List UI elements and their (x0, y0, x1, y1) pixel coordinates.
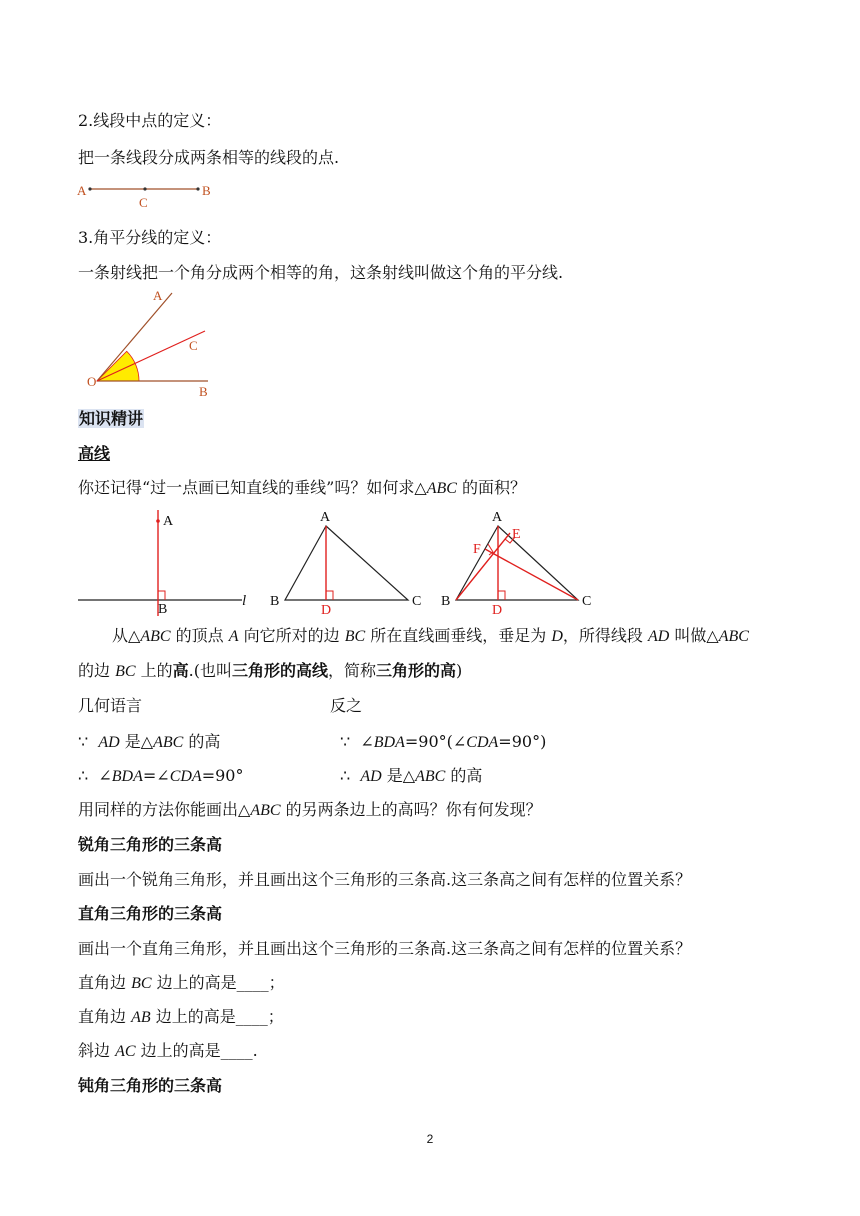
var-ad: AD (647, 628, 670, 645)
text: =90° (201, 766, 244, 785)
angle-bisector-figure (80, 284, 230, 402)
knowledge-badge-text: 知识精讲 (79, 409, 144, 428)
var-abc: ABC (140, 628, 171, 645)
point-a (156, 519, 160, 523)
question-end: 的面积？ (456, 478, 526, 497)
because-symbol: ∵ (340, 732, 351, 751)
var-bc: BC (131, 975, 152, 992)
bisector-definition: 一条射线把一个角分成两个相等的角，这条射线叫做这个角的平分线. (78, 263, 564, 282)
var-d: D (551, 628, 563, 645)
label-a: A (153, 288, 163, 303)
text: 边上的高是____； (151, 973, 285, 992)
text: ，简称 (328, 661, 377, 680)
label-l: l (242, 593, 247, 609)
obtuse-heading: 钝角三角形的三条高 (78, 1076, 223, 1095)
var-ad: AD (360, 768, 382, 785)
var-cda: CDA (169, 768, 202, 785)
triangle-altitude-figure (266, 504, 438, 620)
question-text: 你还记得“过一点画已知直线的垂线”吗？如何求 (78, 478, 415, 497)
topic-heading (78, 443, 110, 465)
converse-conclusion (340, 765, 482, 788)
text: 用同样的方法你能画出△ (78, 800, 251, 819)
right-angle-mark (158, 591, 165, 600)
text: .(也叫 (188, 661, 232, 680)
text: 是△ (119, 732, 154, 751)
text: 向它所对的边 (238, 626, 345, 645)
text: ) (456, 661, 463, 680)
text: ，所得线段 (562, 626, 648, 645)
label-o: O (87, 374, 97, 389)
topic-heading-text: 高线 (78, 444, 111, 463)
text: 的边 (78, 661, 116, 680)
therefore-symbol: ∴ (340, 766, 351, 785)
altitude-be (456, 533, 510, 600)
var-abc: ABC (153, 734, 184, 751)
text: 边上的高是____. (135, 1041, 258, 1060)
right-question-3 (78, 1040, 258, 1063)
bold-term: 三角形的高 (376, 661, 457, 680)
text: 的另两条边上的高吗？你有何发现？ (280, 800, 542, 819)
label-c: C (139, 195, 148, 210)
question-line (78, 477, 526, 500)
label-a: A (492, 510, 503, 525)
geometry-language-row-1 (78, 731, 547, 754)
text: =∠ (142, 766, 170, 785)
text: 是△ (381, 766, 416, 785)
definition-line-2 (78, 660, 462, 683)
label-b: B (199, 384, 208, 399)
var-ac: AC (115, 1043, 136, 1060)
var-ad: AD (98, 734, 120, 751)
var-ab: AB (131, 1009, 151, 1026)
label-a: A (77, 183, 87, 198)
text: 斜边 (78, 1041, 116, 1060)
right-text: 画出一个直角三角形，并且画出这个三角形的三条高.这三条高之间有怎样的位置关系？ (78, 939, 692, 958)
label-c: C (582, 594, 592, 609)
midpoint-heading: 2.线段中点的定义： (78, 111, 222, 130)
text: =90°) (498, 732, 547, 751)
var-bda: BDA (373, 734, 405, 751)
var-bda: BDA (111, 768, 143, 785)
text: 的高 (445, 766, 483, 785)
label-c: C (412, 594, 422, 609)
text: 边上的高是____； (150, 1007, 284, 1026)
right-heading: 直角三角形的三条高 (78, 904, 223, 923)
therefore-symbol: ∴ (78, 766, 89, 785)
midpoint-figure (74, 176, 224, 210)
geometry-language-row-2 (78, 765, 483, 788)
var-abc: ABC (718, 628, 749, 645)
definition-line-1 (112, 625, 749, 648)
label-f: F (473, 542, 481, 557)
triangle-three-altitudes-figure (438, 504, 608, 620)
geometry-language-row (78, 695, 363, 717)
point-a (88, 187, 91, 190)
label-c: C (189, 338, 198, 353)
right-title: 反之 (330, 696, 363, 715)
text: 直角边 (78, 1007, 132, 1026)
label-a: A (163, 514, 174, 529)
label-b: B (202, 183, 211, 198)
label-b: B (441, 594, 451, 609)
label-e: E (512, 527, 521, 542)
because-symbol: ∵ (78, 732, 89, 751)
var-abc: ABC (250, 802, 281, 819)
label-a: A (320, 510, 331, 525)
var-cda: CDA (466, 734, 499, 751)
triangle-abc (285, 526, 408, 600)
midpoint-definition: 把一条线段分成两条相等的线段的点. (78, 148, 340, 167)
text: 的高 (183, 732, 221, 751)
var-bc: BC (115, 663, 136, 680)
triangle-symbol: △ (414, 478, 427, 497)
bold-term: 三角形的高线 (232, 661, 329, 680)
var-a: A (228, 628, 239, 645)
right-angle-mark (326, 591, 333, 600)
var-abc: ABC (415, 768, 446, 785)
point-b (196, 187, 199, 190)
converse-condition (340, 731, 546, 754)
point-c (143, 187, 146, 190)
right-angle-mark-d (498, 591, 505, 600)
label-d: D (492, 603, 503, 618)
var-bc: BC (344, 628, 366, 645)
text: 上的 (135, 661, 173, 680)
text: 的顶点 (170, 626, 229, 645)
label-b: B (270, 594, 280, 609)
bisector-heading: 3.角平分线的定义： (78, 228, 222, 247)
bold-term: 高 (172, 661, 189, 680)
label-d: D (321, 603, 332, 618)
page-number: 2 (426, 1132, 434, 1146)
text: =90°(∠ (404, 732, 467, 751)
right-question-2 (78, 1006, 284, 1029)
acute-text: 画出一个锐角三角形，并且画出这个三角形的三条高.这三条高之间有怎样的位置关系？ (78, 870, 692, 889)
acute-heading: 锐角三角形的三条高 (78, 835, 223, 854)
text: 从△ (112, 626, 141, 645)
left-title: 几何语言 (78, 696, 143, 715)
angle-symbol: ∠ (98, 766, 112, 785)
text: 直角边 (78, 973, 132, 992)
text: 叫做△ (669, 626, 719, 645)
perpendicular-figure (76, 506, 266, 618)
text: 所在直线画垂线，垂足为 (365, 626, 552, 645)
question-abc: ABC (426, 480, 457, 497)
angle-symbol: ∠ (360, 732, 374, 751)
knowledge-badge (78, 408, 144, 430)
label-b: B (158, 602, 168, 617)
followup-question (78, 799, 542, 822)
right-question-1 (78, 972, 285, 995)
